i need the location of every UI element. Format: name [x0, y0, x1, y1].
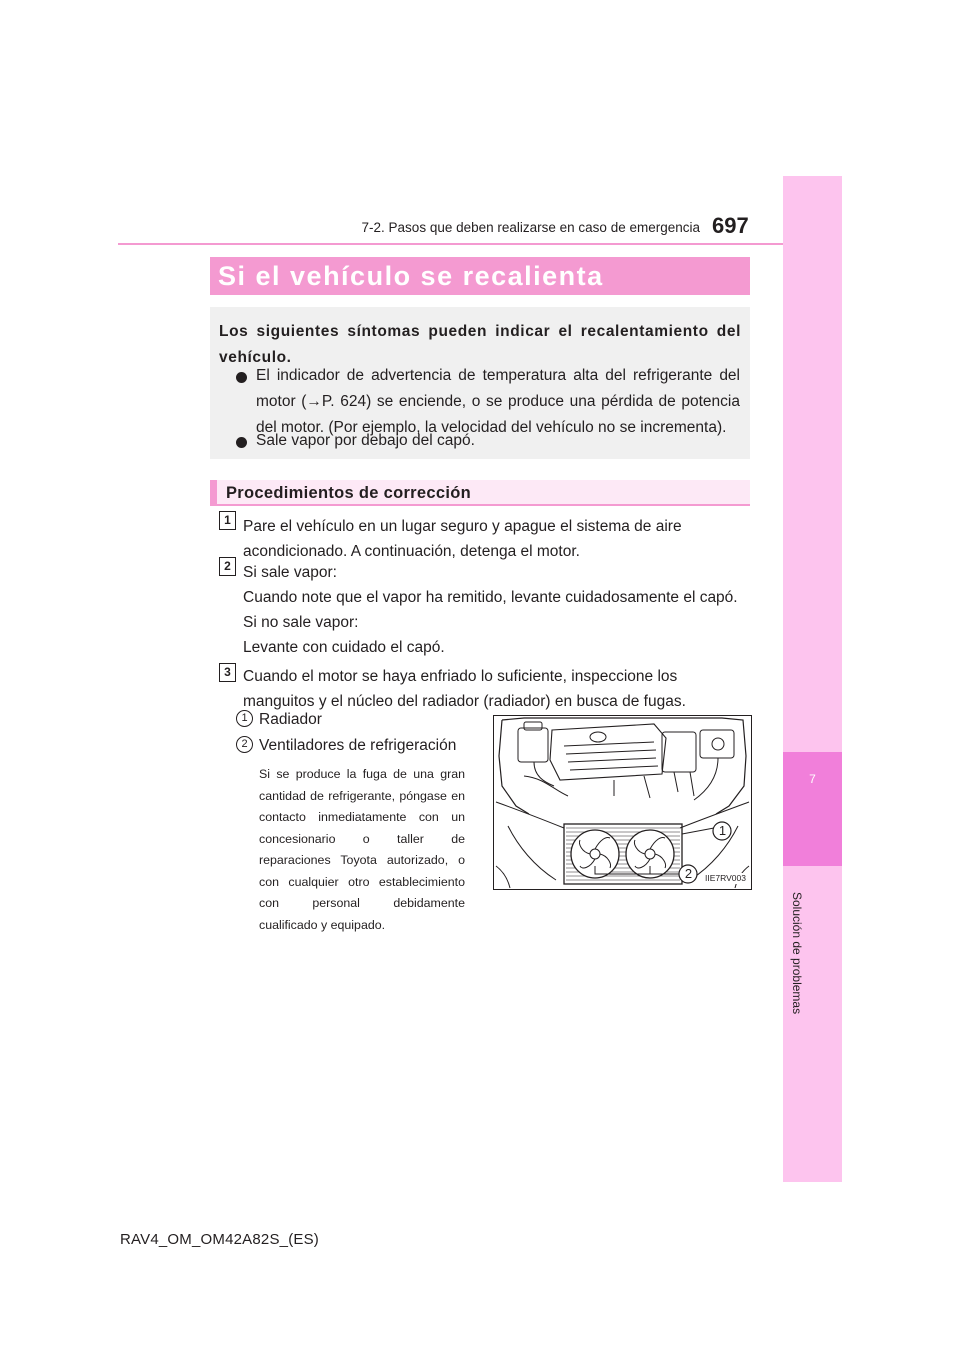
page-number: 697 [712, 213, 749, 238]
legend-number-circle: 2 [236, 736, 253, 753]
symptom-item: El indicador de advertencia de temperatura alta del refrigerante del motor (→P. 624) se enciende, o se produce una pérdida de potencia del motor. (Por ejemplo, la velocidad del vehículo no se incrementa). [256, 367, 740, 436]
section-header: 7-2. Pasos que deben realizarse en caso de emergencia [361, 220, 700, 235]
header-rule [118, 243, 783, 245]
step-number-box: 1 [219, 511, 236, 530]
step-text: Cuando el motor se haya enfriado lo suficiente, inspeccione los manguitos y el núcleo del radiador (radiador) en busca de fugas. [243, 668, 686, 710]
step-text: Si sale vapor: Cuando note que el vapor ha remitido, levante cuidadosamente el capó. [243, 564, 738, 606]
callout-label: 2 [684, 866, 693, 881]
step-text: Pare el vehículo en un lugar seguro y apague el sistema de aire acondicionado. A continuación, detenga el motor. [243, 518, 682, 560]
step-number-box: 3 [219, 663, 236, 682]
engine-bay-illustration [493, 715, 752, 890]
legend-label: Ventiladores de refrigeración [259, 737, 457, 754]
callout-label: 1 [718, 823, 727, 838]
leak-warning-note: Si se produce la fuga de una gran cantidad de refrigerante, póngase en contacto inmediatamente con un concesionario o taller de reparaciones Toyota autorizado, o con cualquier otro establecimiento con personal debidamente cualificado y equipado. [259, 767, 465, 932]
bullet-dot [236, 437, 247, 448]
symptom-item: Sale vapor por debajo del capó. [256, 432, 475, 449]
engine-bay-drawing [494, 716, 751, 889]
chapter-number: 7 [809, 772, 816, 786]
subsection-accent [210, 480, 217, 506]
symptoms-intro: Los siguientes síntomas pueden indicar el recalentamiento del vehículo. [219, 323, 741, 366]
subsection-title: Procedimientos de corrección [226, 484, 471, 502]
chapter-title: Solución de problemas [790, 892, 804, 1015]
legend-number-circle: 1 [236, 710, 253, 727]
chapter-side-tab-active [783, 752, 842, 866]
step-number-box: 2 [219, 557, 236, 576]
document-code: RAV4_OM_OM42A82S_(ES) [120, 1231, 320, 1248]
step-text-alt: Si no sale vapor: Levante con cuidado el capó. [243, 614, 445, 656]
page-title: Si el vehículo se recalienta [218, 261, 604, 291]
bullet-dot [236, 372, 247, 383]
illustration-code: IIE7RV003 [705, 873, 746, 883]
legend-label: Radiador [259, 711, 322, 728]
